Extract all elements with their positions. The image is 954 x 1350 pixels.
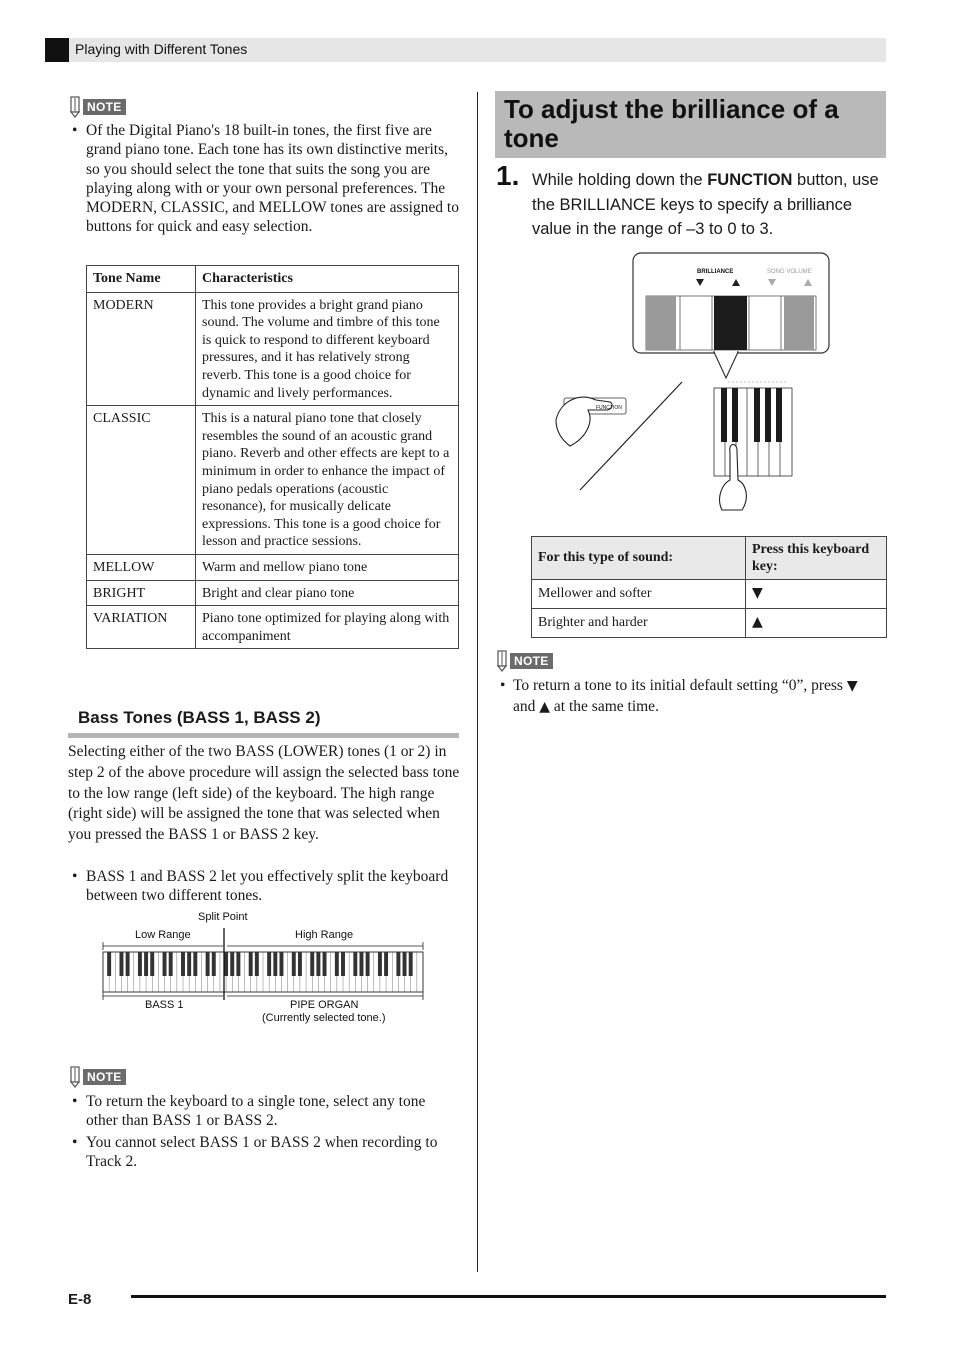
black-key [298,952,302,976]
black-key [396,952,400,976]
tone-description: This is a natural piano tone that closely resembles the sound of an acoustic grand piano. Reverb and other effects are kept to a minimum in order to enhance the impact of piano pedals operations (acoustic resonance), for musically delicate expressions. This tone is a good choice for lesson and practice sessions. [196,406,459,555]
black-key [193,952,197,976]
black-key [224,952,228,976]
step-number: 1. [496,160,520,191]
black-key [163,952,167,976]
left-tone-label: BASS 1 [145,999,184,1011]
tone-description: Piano tone optimized for playing along with accompaniment [196,606,459,649]
table-row [87,580,459,606]
black-key [292,952,296,976]
high-range-label: High Range [295,929,354,941]
step-text-part: While holding down the [532,171,708,189]
split-point-label: Split Point [198,911,248,923]
list-item: • You cannot select BASS 1 or BASS 2 when recording to Track 2. [68,1133,460,1172]
black-key [316,952,320,976]
note-label: NOTE [83,99,126,115]
brilliance-table [531,536,887,638]
up-key-icon: ▲ [746,609,887,638]
page-number: E-8 [68,1291,92,1308]
column-divider [477,92,478,1272]
function-label: FUNCTION [596,405,622,411]
song-volume-label: SONG VOLUME [767,269,812,275]
function-button-name: FUNCTION [707,171,793,189]
black-key [150,952,154,976]
tone-name: VARIATION [87,606,196,649]
black-key [366,952,370,976]
tone-name: MELLOW [87,554,196,580]
table-row [532,580,887,609]
split-keyboard-diagram [98,926,428,1006]
black-key [323,952,327,976]
section-title: Playing with Different Tones [75,41,248,57]
note-label: NOTE [510,653,553,669]
black-key [384,952,388,976]
footer-rule [131,1295,886,1298]
black-key [126,952,130,976]
black-key [107,952,111,976]
note-list [68,121,460,239]
down-key-icon: ▼ [746,580,887,609]
table-row [87,554,459,580]
note-list [68,1092,460,1173]
brilliance-label: BRILLIANCE [697,269,734,275]
black-key [236,952,240,976]
black-key [181,952,185,976]
black-key [341,952,345,976]
table-row [532,609,887,638]
table-header-cell: For this type of sound: [532,537,746,580]
pencil-icon [68,1066,82,1088]
tone-name: MODERN [87,292,196,406]
black-key [169,952,173,976]
section-heading: To adjust the brilliance of a tone [504,94,839,153]
step-text-part: button, use the BRILLIANCE keys to specify a brilliance value in the range of –3 to 0 to 3. [532,171,879,238]
pencil-icon [495,650,509,672]
table-header-cell: Tone Name [87,266,196,293]
black-key [273,952,277,976]
table-header-cell: Characteristics [196,266,459,293]
list-item: • To return the keyboard to a single tone, select any tone other than BASS 1 or BASS 2. [68,1092,460,1131]
list-item [500,676,880,717]
right-tone-note: (Currently selected tone.) [262,1012,386,1024]
sound-type: Brighter and harder [532,609,746,638]
note-badge [68,1066,126,1088]
black-key [255,952,259,976]
note-text: To return a tone to its initial default setting “0”, press [513,677,847,694]
black-key [353,952,357,976]
table-row [87,406,459,555]
black-key [409,952,413,976]
brilliance-illustration [552,252,832,514]
up-triangle-icon: ▲ [539,698,551,715]
header-marker [45,38,69,62]
black-key [249,952,253,976]
table-row [87,292,459,406]
table-header-row [87,266,459,293]
black-key [187,952,191,976]
pencil-icon [68,96,82,118]
down-triangle-icon: ▼ [846,678,858,694]
note-label: NOTE [83,1069,126,1085]
note-text: and [513,697,540,715]
tone-table [86,265,459,649]
black-key [310,952,314,976]
note-badge [495,650,553,672]
bass-list [68,867,460,908]
table-header-row [532,537,887,580]
tone-description: This tone provides a bright grand piano sound. The volume and timbre of this tone is quick to respond to different keyboard pressures, and it has relatively strong reverb. This tone is a good choice for dynamic and lively performances. [196,292,459,406]
black-key [144,952,148,976]
table-header-cell: Press this keyboard key: [746,537,887,580]
tone-description: Warm and mellow piano tone [196,554,459,580]
heading-rule [68,733,459,738]
note-list [500,676,880,717]
note-badge [68,96,126,118]
low-range-label: Low Range [135,929,191,941]
sound-type: Mellower and softer [532,580,746,609]
black-key [212,952,216,976]
bass-tones-heading: Bass Tones (BASS 1, BASS 2) [78,708,321,727]
list-item: • Of the Digital Piano's 18 built-in tones, the first five are grand piano tone. Each tone has its own distinctive merits, so you should select the tone that suits the song you are playing along with or your own personal preferences. The MODERN, CLASSIC, and MELLOW tones are assigned to buttons for quick and easy selection. [68,121,460,237]
list-item: • BASS 1 and BASS 2 let you effectively split the keyboard between two different tones. [68,867,460,906]
tone-name: CLASSIC [87,406,196,555]
black-key [359,952,363,976]
step-text [532,168,882,242]
black-key [335,952,339,976]
right-tone-label: PIPE ORGAN [290,999,359,1011]
table-row [87,606,459,649]
black-key [119,952,123,976]
black-key [403,952,407,976]
black-key [279,952,283,976]
note-text: at the same time. [550,697,659,715]
bass-paragraph: Selecting either of the two BASS (LOWER) tones (1 or 2) in step 2 of the above procedure will assign the selected bass tone to the low range (left side) of the keyboard. The high range (right side) will be assigned the tone that was selected when you pressed the BASS 1 or BASS 2 key. [68,743,460,844]
black-key [378,952,382,976]
black-key [267,952,271,976]
black-key [206,952,210,976]
black-key [138,952,142,976]
tone-name: BRIGHT [87,580,196,606]
black-key [230,952,234,976]
tone-description: Bright and clear piano tone [196,580,459,606]
